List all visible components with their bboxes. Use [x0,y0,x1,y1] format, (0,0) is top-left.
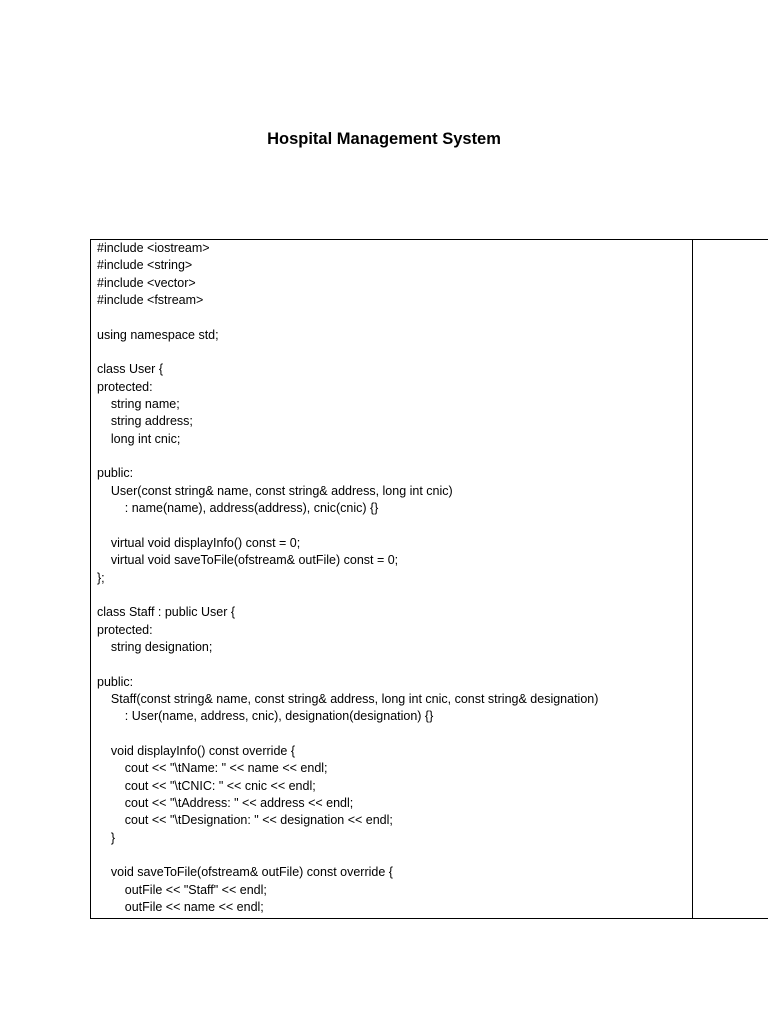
code-line: : name(name), address(address), cnic(cnic) {} [97,501,379,516]
code-line: cout << "\tName: " << name << endl; [97,761,328,776]
document-title: Hospital Management System [267,130,501,148]
code-line: void saveToFile(ofstream& outFile) const override { [97,865,393,880]
code-line: outFile << name << endl; [97,900,264,915]
code-line: Staff(const string& name, const string& address, long int cnic, const string& designation) [97,691,599,706]
code-line: #include <iostream> [97,241,210,255]
code-line: : User(name, address, cnic), designation(designation) {} [97,709,434,724]
code-line: public: [97,674,134,689]
code-line: } [97,830,116,845]
side-cell [693,240,768,918]
code-line: #include <vector> [97,275,196,290]
code-line: class User { [97,362,163,377]
code-line: using namespace std; [97,327,219,342]
code-line: virtual void displayInfo() const = 0; [97,535,301,550]
code-line [97,448,688,465]
code-line: #include <fstream> [97,293,204,308]
code-line: class Staff : public User { [97,605,236,620]
code-line: string designation; [97,639,213,654]
code-line [97,656,688,673]
code-line [97,309,688,326]
code-line: #include <string> [97,258,193,273]
code-line: long int cnic; [97,431,181,446]
code-line [97,847,688,864]
code-line: }; [97,570,105,585]
code-line: cout << "\tCNIC: " << cnic << endl; [97,778,316,793]
code-line: protected: [97,622,153,637]
code-line [97,726,688,743]
code-line: virtual void saveToFile(ofstream& outFile) const = 0; [97,553,399,568]
code-line [97,518,688,535]
code-line: outFile << "Staff" << endl; [97,882,267,897]
code-line: cout << "\tDesignation: " << designation << endl; [97,813,393,828]
code-table [90,239,768,919]
code-line: void displayInfo() const override { [97,743,296,758]
code-line [97,587,688,604]
code-line: User(const string& name, const string& address, long int cnic) [97,483,453,498]
code-line [97,344,688,361]
code-listing [97,240,688,916]
code-line: cout << "\tAddress: " << address << endl; [97,796,354,810]
code-line: public: [97,466,134,481]
code-line: string address; [97,414,193,429]
code-cell [91,240,693,918]
code-line: protected: [97,379,153,394]
code-line: string name; [97,397,180,412]
